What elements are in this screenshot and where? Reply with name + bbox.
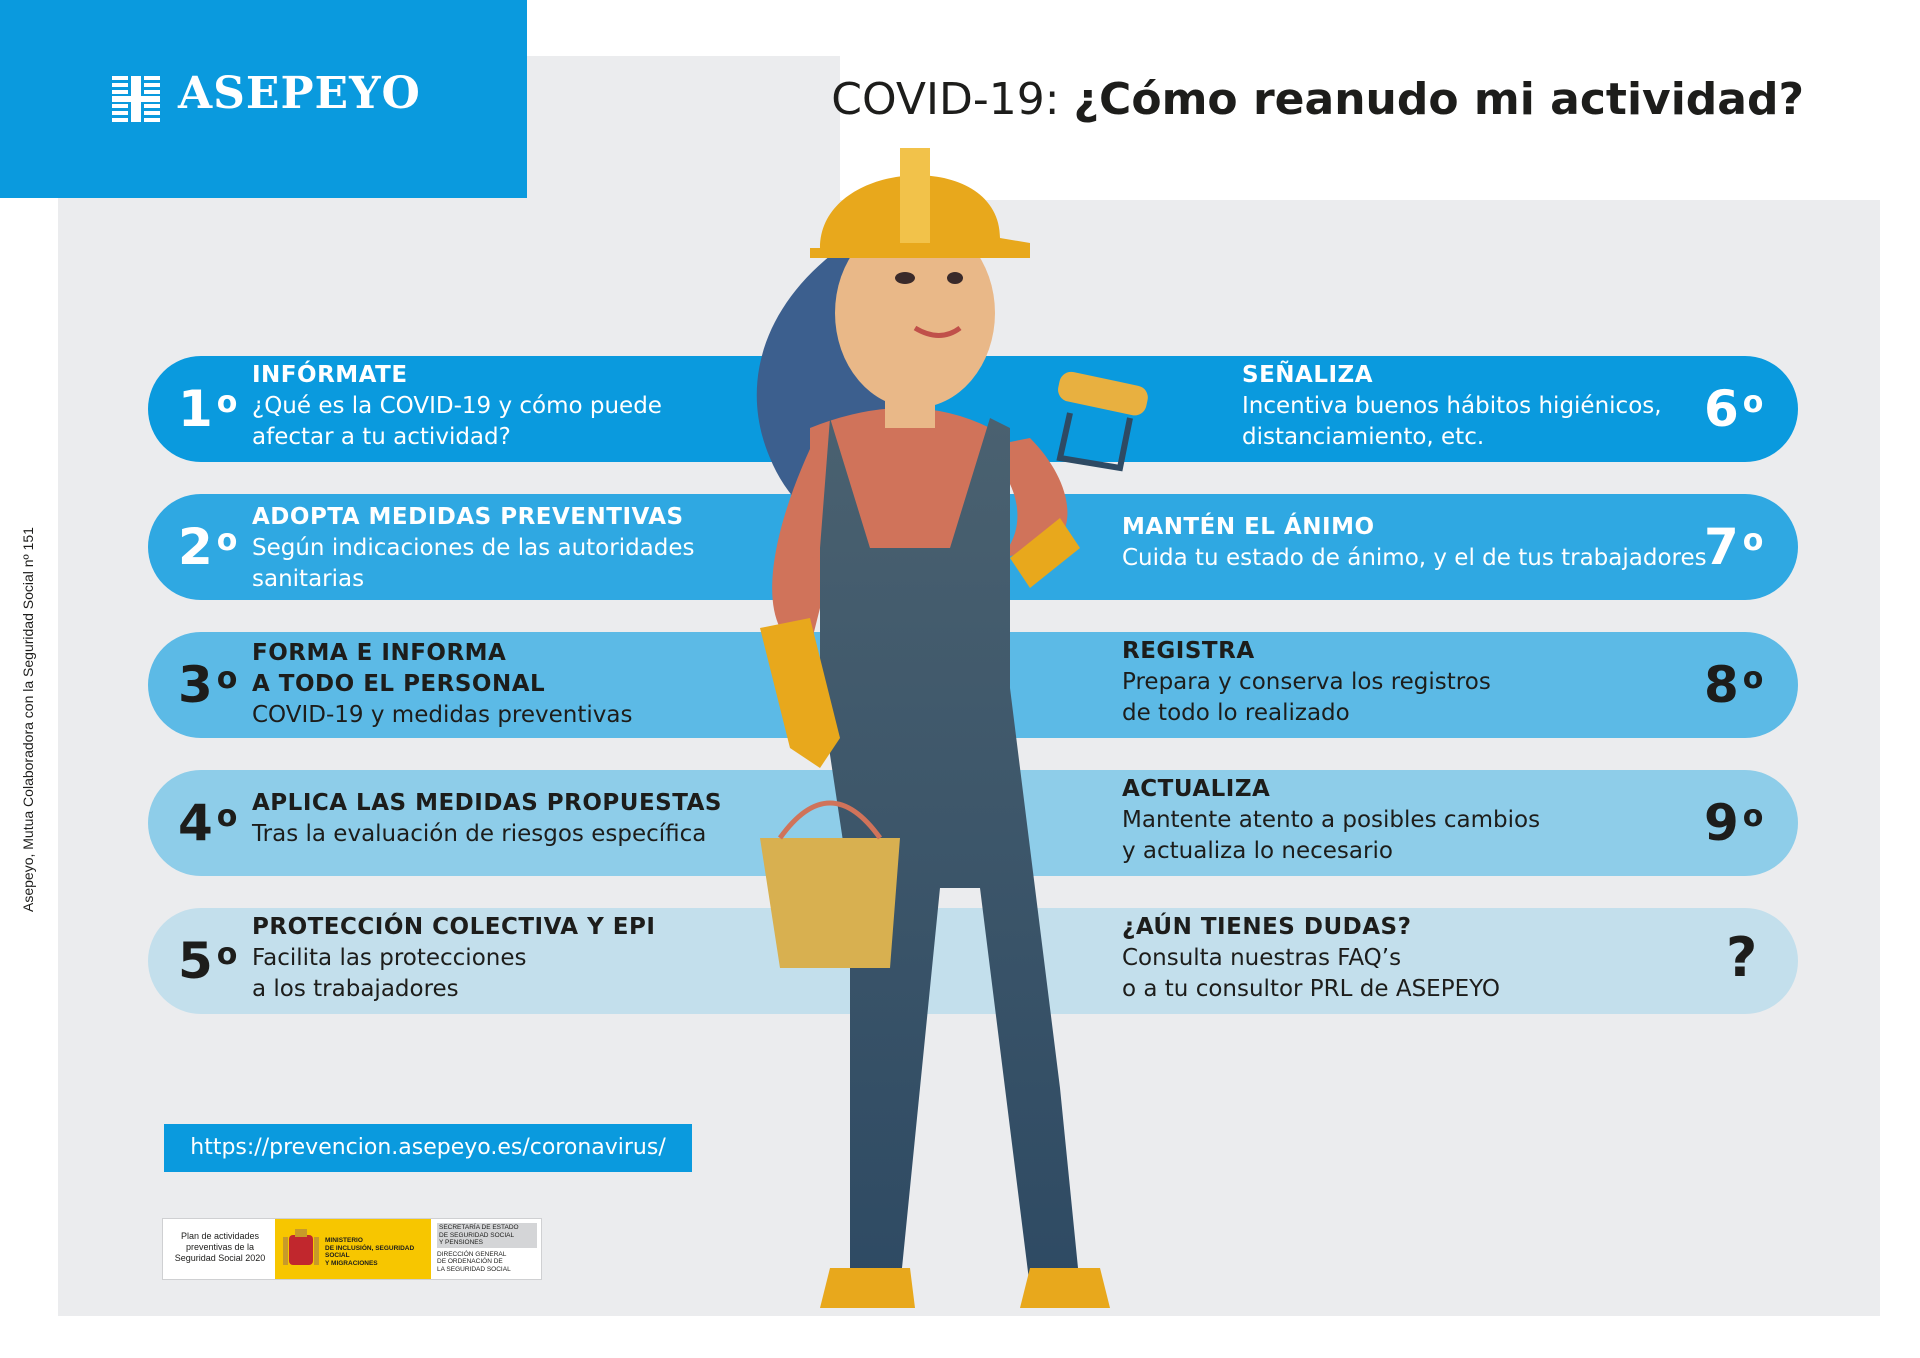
step-5-line1: Facilita las protecciones [252, 945, 527, 971]
ministry-label: MINISTERIO DE INCLUSIÓN, SEGURIDAD SOCIAL Y MIGRACIONES [325, 1237, 415, 1267]
step-9-line1: Mantente atento a posibles cambios [1122, 807, 1541, 833]
step-3-heading: FORMA E INFORMA [252, 640, 507, 666]
secretaria-label: SECRETARÍA DE ESTADO DE SEGURIDAD SOCIAL Y PENSIONES DIRECCIÓN GENERAL DE ORDENACIÓN DE LA SEGURIDAD SOCIAL [437, 1223, 537, 1273]
ministry-logo [275, 1219, 431, 1279]
step-3-text [252, 638, 632, 731]
worker-illustration [700, 128, 1160, 1318]
right-boot-shape [1020, 1268, 1110, 1308]
step-9-heading: ACTUALIZA [1122, 776, 1271, 802]
step-doubts-heading: ¿AÚN TIENES DUDAS? [1122, 914, 1412, 940]
step-2-text [252, 502, 695, 595]
step-8-line2: de todo lo realizado [1122, 700, 1350, 726]
asepeyo-cross-icon [112, 76, 160, 122]
helmet-stripe-shape [900, 148, 930, 243]
step-2-line2: sanitarias [252, 566, 365, 592]
title-prefix: COVID-19: [831, 74, 1060, 125]
step-4-line1: Tras la evaluación de riesgos específica [252, 821, 707, 847]
step-1-line1: ¿Qué es la COVID-19 y cómo puede [252, 393, 662, 419]
step-doubts-line2: o a tu consultor PRL de ASEPEYO [1122, 976, 1500, 1002]
side-note: Asepeyo, Mutua Colaboradora con la Seguridad Social nº 151 [20, 527, 36, 912]
step-7-line1: Cuida tu estado de ánimo, y el de tus trabajadores [1122, 545, 1707, 571]
step-6-text [1242, 360, 1662, 453]
step-8-text [1122, 636, 1491, 729]
step-doubts-text [1122, 912, 1500, 1005]
step-7-text [1122, 512, 1707, 574]
page-title [831, 74, 1804, 125]
step-1-heading: INFÓRMATE [252, 362, 408, 388]
step-number-4: 4 $^o$ [178, 794, 238, 852]
step-6-line2: distanciamiento, etc. [1242, 424, 1485, 450]
right-eye-shape [947, 272, 963, 284]
brand-name: ASEPEYO [178, 68, 421, 119]
step-5-line2: a los trabajadores [252, 976, 459, 1002]
coronavirus-link[interactable]: https://prevencion.asepeyo.es/coronavirus/ [164, 1124, 692, 1172]
brand-logo-box[interactable] [0, 0, 527, 198]
step-6-line1: Incentiva buenos hábitos higiénicos, [1242, 393, 1662, 419]
coat-of-arms-icon [281, 1227, 321, 1271]
step-number-6: 6 $^o$ [1704, 380, 1764, 438]
left-eye-shape [895, 272, 915, 284]
paint-roller-icon [1056, 370, 1150, 418]
step-9-text [1122, 774, 1540, 867]
step-8-heading: REGISTRA [1122, 638, 1255, 664]
government-logos [162, 1218, 542, 1280]
step-4-heading: APLICA LAS MEDIDAS PROPUESTAS [252, 790, 722, 816]
step-number-3: 3 $^o$ [178, 656, 238, 714]
step-3-heading-2: A TODO EL PERSONAL [252, 671, 546, 697]
step-3-line1: COVID-19 y medidas preventivas [252, 702, 633, 728]
step-number-5: 5 $^o$ [178, 932, 238, 990]
step-1-line2: afectar a tu actividad? [252, 424, 511, 450]
step-5-heading: PROTECCIÓN COLECTIVA Y EPI [252, 914, 656, 940]
step-2-line1: Según indicaciones de las autoridades [252, 535, 695, 561]
left-boot-shape [820, 1268, 915, 1308]
step-5-text [252, 912, 655, 1005]
step-8-line1: Prepara y conserva los registros [1122, 669, 1491, 695]
step-7-heading: MANTÉN EL ÁNIMO [1122, 514, 1375, 540]
step-number-2: 2 $^o$ [178, 518, 238, 576]
step-number-8: 8 $^o$ [1704, 656, 1764, 714]
step-6-heading: SEÑALIZA [1242, 362, 1374, 388]
step-2-heading: ADOPTA MEDIDAS PREVENTIVAS [252, 504, 684, 530]
roller-handle-shape [1060, 413, 1130, 468]
step-doubts-line1: Consulta nuestras FAQ’s [1122, 945, 1402, 971]
step-number-7: 7 $^o$ [1704, 518, 1764, 576]
step-number-9: 9 $^o$ [1704, 794, 1764, 852]
question-mark-icon: ? [1726, 926, 1758, 989]
bucket-icon [760, 838, 900, 968]
step-number-1: 1 $^o$ [178, 380, 238, 438]
step-1-text [252, 360, 662, 453]
step-9-line2: y actualiza lo necesario [1122, 838, 1393, 864]
step-4-text [252, 788, 722, 850]
title-question: ¿Cómo reanudo mi actividad? [1073, 74, 1804, 125]
plan-label: Plan de actividades preventivas de la Seguridad Social 2020 [174, 1231, 266, 1263]
